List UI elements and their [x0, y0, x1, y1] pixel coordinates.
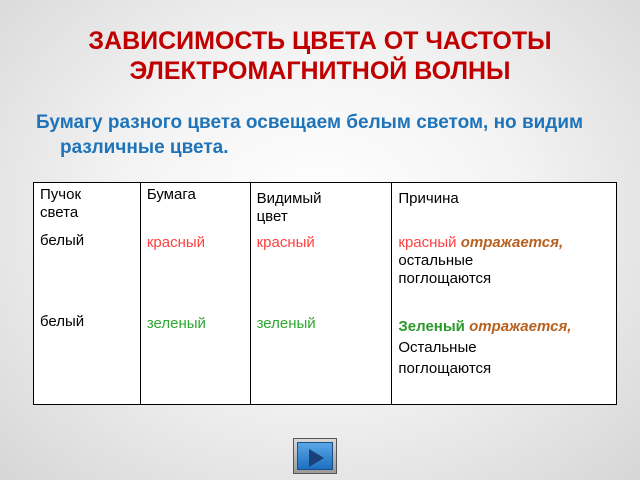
row2-reason-rest: Остальные поглощаются	[398, 339, 492, 377]
row1-reason-color: красный	[398, 234, 457, 251]
row2-reason-verb: отражается,	[469, 318, 572, 335]
next-slide-button-face	[297, 442, 333, 470]
column-reason	[392, 183, 617, 405]
row2-reason-color: Зеленый	[398, 318, 465, 335]
slide-subtitle: Бумагу разного цвета освещаем белым светом, но видим различные цвета.	[36, 112, 584, 158]
header-visible: Видимый цвет	[256, 190, 322, 225]
column-paper	[140, 183, 250, 405]
row2-visible: зеленый	[256, 315, 316, 332]
play-triangle-icon	[307, 448, 325, 468]
slide-title: ЗАВИСИМОСТЬ ЦВЕТА ОТ ЧАСТОТЫ ЭЛЕКТРОМАГНИТНОЙ ВОЛНЫ	[88, 27, 552, 85]
row1-paper: красный	[146, 234, 206, 251]
header-reason: Причина	[398, 190, 459, 207]
header-paper: Бумага	[146, 186, 196, 203]
row1-reason-verb: отражается,	[460, 234, 564, 251]
column-light	[34, 183, 141, 405]
row2-reason	[398, 316, 610, 379]
row2-light: белый	[40, 313, 85, 330]
row2-paper: зеленый	[146, 315, 206, 332]
header-light: Пучок света	[40, 186, 82, 221]
column-visible	[250, 183, 392, 405]
row1-reason-rest: остальные поглощаются	[398, 252, 492, 287]
row1-visible: красный	[256, 234, 315, 251]
next-slide-button[interactable]	[293, 438, 337, 474]
color-frequency-table	[33, 182, 617, 405]
row1-reason	[398, 234, 610, 288]
row1-light: белый	[40, 232, 85, 249]
